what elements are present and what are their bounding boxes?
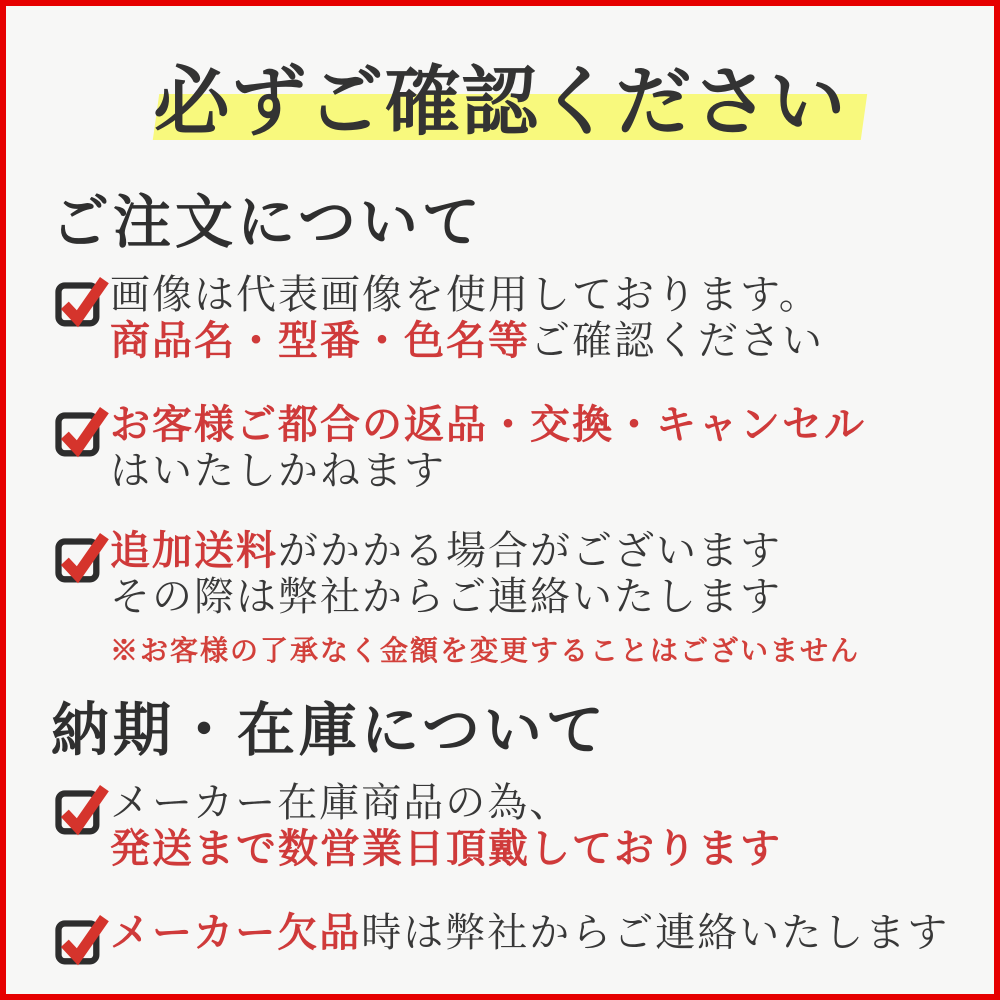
text-segment: はいたしかねます — [110, 448, 446, 494]
text-segment: 画像は代表画像を使用しております。 — [110, 272, 821, 318]
checkbox-checked-icon — [54, 908, 108, 966]
item-line — [110, 528, 860, 574]
text-segment-red: 商品名・型番・色名等 — [110, 317, 530, 364]
checkbox-checked-icon — [54, 778, 108, 836]
item-line — [110, 780, 782, 826]
item-line — [110, 318, 824, 364]
checkbox-checked-icon — [54, 526, 108, 584]
text-segment: その際は弊社からご連絡いたします — [110, 574, 782, 620]
item-line — [110, 402, 866, 448]
item-text — [110, 908, 949, 956]
text-segment: ご確認ください — [530, 318, 824, 364]
page-title: 必ずご確認ください — [153, 57, 847, 146]
check-item-extra-shipping — [54, 526, 994, 668]
item-line — [110, 826, 782, 872]
item-line — [110, 272, 824, 318]
section-heading-stock: 納期・在庫について — [51, 696, 608, 764]
text-segment: メーカー在庫商品の為、 — [110, 780, 572, 826]
item-line — [110, 910, 949, 956]
title-block — [6, 50, 994, 154]
item-line — [110, 574, 860, 620]
price-change-note: ※お客様の了承なく金額を変更することはございません — [110, 634, 861, 667]
text-segment-red: お客様ご都合の返品・交換・キャンセル — [110, 401, 866, 448]
text-segment: がかかる場合がございます — [278, 528, 782, 574]
check-item-no-returns — [54, 400, 994, 494]
item-text — [110, 526, 860, 668]
check-item-representative-image — [54, 270, 994, 364]
check-item-maker-shortage — [54, 908, 994, 966]
check-item-maker-stock — [54, 778, 994, 872]
item-text — [110, 778, 782, 872]
text-segment: 時は弊社からご連絡いたします — [361, 910, 950, 956]
checkbox-checked-icon — [54, 270, 108, 328]
section-heading-orders: ご注文について — [51, 188, 484, 256]
item-text — [110, 270, 824, 364]
checkbox-checked-icon — [54, 400, 108, 458]
item-text — [110, 400, 866, 494]
item-line — [110, 448, 866, 494]
text-segment-red: メーカー欠品 — [110, 909, 362, 956]
text-segment-red: 発送まで数営業日頂戴しております — [110, 825, 782, 872]
text-segment-red: 追加送料 — [110, 527, 278, 574]
